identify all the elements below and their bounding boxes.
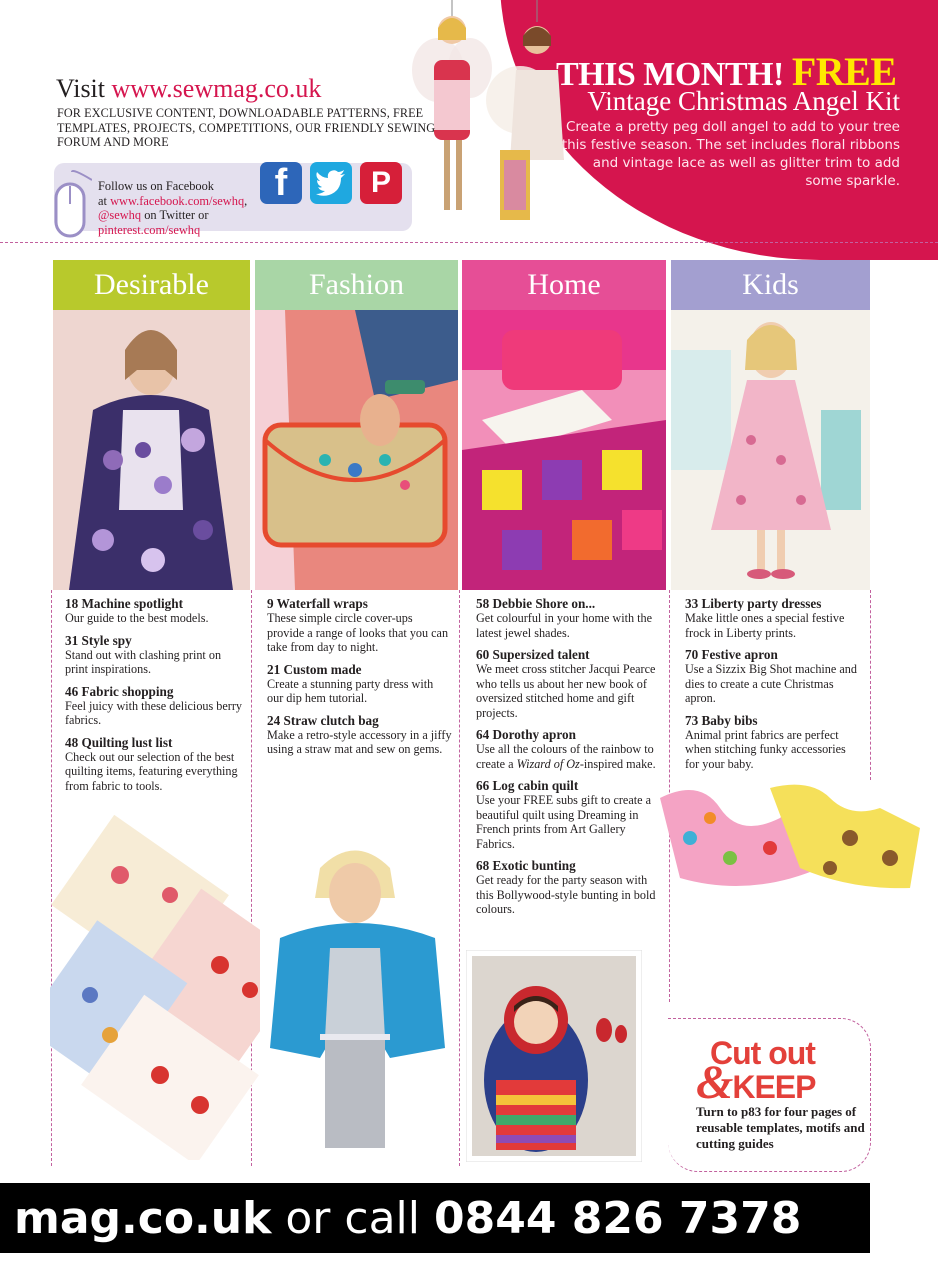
cut-out-keep-logo: [696, 1035, 816, 1109]
mouse-icon: [52, 170, 92, 240]
desirable-entries: [65, 596, 245, 800]
entry-title: 70 Festive apron: [685, 647, 778, 662]
entry-title: 46 Fabric shopping: [65, 683, 174, 699]
list-item[interactable]: [65, 596, 245, 626]
fashion-photo: [255, 310, 458, 590]
entry-desc-pre: Use all the colours of the rainbow to create a: [476, 742, 654, 771]
entry-desc: [476, 742, 661, 771]
home-photo: [462, 310, 666, 590]
follow-line2-pre: at: [98, 193, 107, 208]
twitter-icon[interactable]: [310, 162, 352, 204]
entry-desc: These simple circle cover-ups provide a range of looks that you can take from day to night.: [267, 611, 449, 654]
pinterest-link[interactable]: pinterest.com/sewhq: [98, 222, 201, 237]
fashion-entries: [267, 596, 452, 764]
pinterest-glyph: P: [370, 166, 391, 199]
entry-desc: Our guide to the best models.: [65, 611, 209, 625]
wrap-model-image: [260, 838, 455, 1163]
list-item[interactable]: [267, 596, 452, 655]
entry-desc: Make a retro-style accessory in a jiffy using a straw mat and sew on gems.: [267, 727, 452, 756]
entry-desc: Use your FREE subs gift to create a beautiful quilt using Dreaming in French prints from Art Gallery Fabrics.: [476, 793, 651, 851]
promo-title-lead: THIS MONTH!: [556, 56, 784, 93]
footer-bar: [0, 1183, 870, 1253]
column-separator: [870, 590, 871, 780]
entry-title: 33 Liberty party dresses: [685, 596, 822, 611]
kids-entries: [685, 596, 863, 778]
footer-url[interactable]: mag.co.uk: [14, 1192, 272, 1244]
entry-title: 21 Custom made: [267, 661, 362, 677]
entry-desc: Stand out with clashing print on print inspirations.: [65, 647, 222, 676]
list-item[interactable]: [476, 727, 661, 771]
list-item[interactable]: [685, 596, 863, 640]
entry-desc: Check out our selection of the best quilting items, featuring everything from fabric to tools.: [65, 749, 238, 793]
footer-phone[interactable]: 0844 826 7378: [433, 1192, 802, 1244]
entry-title: 24 Straw clutch bag: [267, 712, 379, 728]
entry-title: 58 Debbie Shore on...: [476, 596, 596, 611]
list-item[interactable]: [476, 647, 661, 720]
list-item[interactable]: [65, 633, 245, 677]
baby-bibs-image: [650, 778, 935, 890]
column-heading-kids: Kids: [671, 260, 870, 310]
entry-desc-italic: Wizard of Oz: [516, 756, 580, 771]
desirable-photo: [53, 310, 250, 590]
cut-out-logo-text: Cut out: [710, 1035, 815, 1071]
section-divider: [0, 242, 938, 243]
entry-desc: Feel juicy with these delicious berry fabrics.: [65, 698, 243, 727]
promo-title-free: FREE: [791, 49, 897, 94]
footer-or-call: or call: [285, 1192, 420, 1244]
entry-desc: We meet cross stitcher Jacqui Pearce who tells us about her new book of oversized stitched home and gift projects.: [476, 662, 656, 720]
entry-title: 66 Log cabin quilt: [476, 778, 579, 793]
column-heading-fashion: Fashion: [255, 260, 458, 310]
cut-out-logo-amp: &: [696, 1056, 733, 1109]
entry-title: 68 Exotic bunting: [476, 858, 576, 873]
entry-desc: Make little ones a special festive frock in Liberty prints.: [685, 611, 845, 640]
follow-line2: at www.facebook.com/sewhq,: [98, 193, 248, 208]
list-item[interactable]: [685, 713, 863, 772]
entry-title: 48 Quilting lust list: [65, 734, 173, 750]
website-link[interactable]: www.sewmag.co.uk: [111, 74, 322, 103]
list-item[interactable]: [267, 662, 452, 706]
entry-title: 18 Machine spotlight: [65, 596, 183, 611]
fabric-swatches-image: [50, 815, 290, 1160]
cut-out-logo-keep: KEEP: [732, 1069, 816, 1105]
cut-out-keep-line: [696, 1056, 816, 1109]
entry-title: 64 Dorothy apron: [476, 727, 576, 742]
kids-photo: [671, 310, 870, 590]
entry-desc: Animal print fabrics are perfect when stitching funky accessories for your baby.: [685, 727, 846, 771]
facebook-link[interactable]: www.facebook.com/sewhq: [110, 193, 245, 208]
follow-line1: Follow us on Facebook: [98, 179, 214, 193]
list-item[interactable]: [65, 684, 245, 728]
column-separator: [459, 590, 460, 1166]
follow-line3: [98, 208, 268, 237]
entry-title: 73 Baby bibs: [685, 712, 758, 728]
column-heading-home: Home: [462, 260, 666, 310]
list-item[interactable]: [65, 735, 245, 794]
list-item[interactable]: [267, 713, 452, 757]
list-item[interactable]: [476, 858, 661, 917]
list-item[interactable]: [476, 778, 661, 851]
column-heading-desirable: Desirable: [53, 260, 250, 310]
list-item[interactable]: [476, 596, 661, 640]
visit-lead: Visit: [56, 74, 106, 103]
promo-body: Create a pretty peg doll angel to add to your tree this festive season. The set includes floral ribbons and vintage lace as well as glitter trim to add some sparkle.: [561, 119, 900, 189]
entry-title: 31 Style spy: [65, 632, 132, 648]
visit-line: [56, 74, 321, 104]
entry-desc: Get ready for the party season with this Bollywood-style bunting in bold colours.: [476, 873, 656, 916]
twitter-link[interactable]: @sewhq: [98, 208, 142, 222]
facebook-icon[interactable]: [260, 162, 302, 204]
home-entries: [476, 596, 661, 924]
visit-subtext: FOR EXCLUSIVE CONTENT, DOWNLOADABLE PATTERNS, FREE TEMPLATES, PROJECTS, COMPETITIONS, OUR FRIENDLY SEWING FORUM AND MORE: [57, 106, 436, 149]
facebook-glyph: f: [274, 161, 288, 204]
pinterest-icon[interactable]: [360, 162, 402, 204]
matryoshka-cushion-image: [466, 950, 642, 1162]
entry-desc: Get colourful in your home with the latest jewel shades.: [476, 611, 653, 640]
promo-subtitle: Vintage Christmas Angel Kit: [587, 86, 900, 116]
entry-desc-post: -inspired make.: [579, 756, 656, 771]
cutout-text: Turn to p83 for four pages of reusable templates, motifs and cutting guides: [696, 1104, 865, 1151]
entry-title: 60 Supersized talent: [476, 647, 590, 662]
entry-desc: Create a stunning party dress with our dip hem tutorial.: [267, 676, 434, 705]
list-item[interactable]: [685, 647, 863, 706]
entry-desc: Use a Sizzix Big Shot machine and dies to create a cute Christmas apron.: [685, 662, 857, 705]
entry-title: 9 Waterfall wraps: [267, 596, 368, 611]
follow-text: [98, 179, 268, 237]
follow-line3-mid: on Twitter or: [144, 208, 209, 222]
